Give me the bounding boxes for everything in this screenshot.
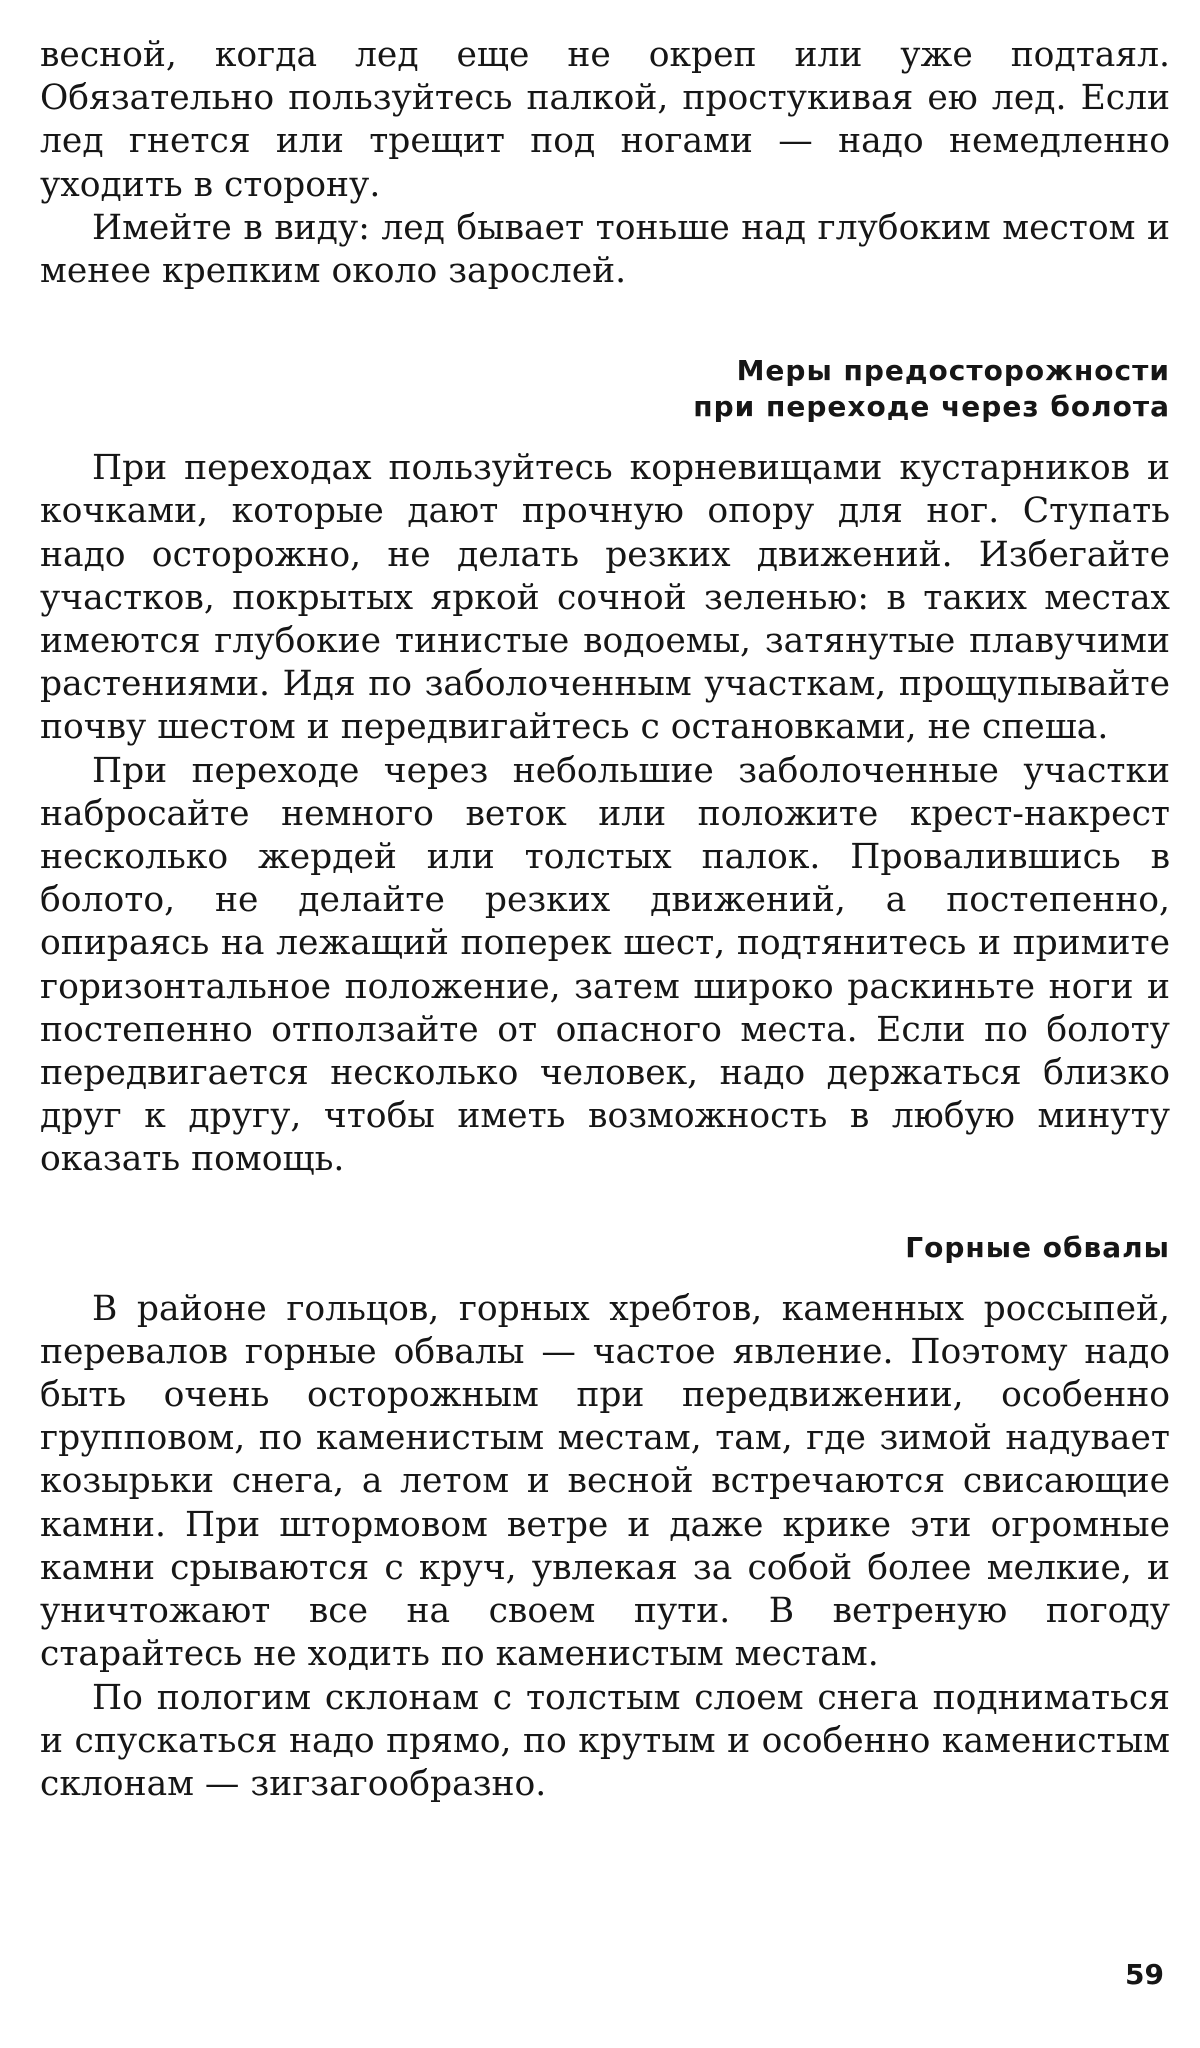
heading-mountain-rockfalls: Горные обвалы [905,1230,1170,1264]
page-body [40,34,1170,1806]
paragraph-rockfalls: В районе гольцов, горных хребтов, каменных россыпей, перевалов горные обвалы — частое явление. Поэтому надо быть очень осторожным при передвижении, особенно групповом, по каменистым местам, там, где зимой надувает козырьки снега, а летом и весной встречаются свисающие камни. При штормовом ветре и даже крике эти огромные камни срываются с круч, увлекая за собой более мелкие, и уничтожают все на своем пути. В ветреную погоду старайтесь не ходить по каменистым местам. [40,1288,1170,1675]
heading-swamp-line-2: при переходе через болота [693,390,1170,424]
paragraph-swamp-crossing: При переходах пользуйтесь корневищами кустарников и кочками, которые дают прочную опору для ног. Ступать надо осторожно, не делать резких движений. Избегайте участков, покрытых яркой сочной зеленью: в таких местах имеются глубокие тинистые водоемы, затянутые плавучими растениями. Идя по заболоченным участкам, прощупывайте почву шестом и передвигайтесь с остановками, не спеша. [40,448,1170,748]
heading-swamp-precautions [40,353,1170,425]
paragraph-slopes: По пологим склонам с толстым слоем снега подниматься и спускаться надо прямо, по крутым и особенно каменистым склонам — зигзагообразно. [40,1677,1170,1804]
paragraph-swamp-rescue: При переходе через небольшие заболоченные участки набросайте немного веток или положите крест-накрест несколько жердей или толстых палок. Провалившись в болото, не делайте резких движений, а постепенно, опираясь на лежащий поперек шест, подтянитесь и примите горизонтальное положение, затем широко раскиньте ноги и постепенно отползайте от опасного места. Если по болоту передвигается несколько человек, надо держаться близко друг к другу, чтобы иметь возможность в любую минуту оказать помощь. [40,750,1170,1180]
paragraph-ice-thickness: Имейте в виду: лед бывает тоньше над глубоким местом и менее крепким около зарослей. [40,207,1170,292]
page-number: 59 [1125,1958,1164,1991]
paragraph-ice-continued: весной, когда лед еще не окреп или уже подтаял. Обязательно пользуйтесь палкой, простукивая ею лед. Если лед гнется или трещит под ногами — надо немедленно уходить в сторону. [40,35,1170,205]
heading-swamp-line-1: Меры предосторожности [736,354,1170,388]
